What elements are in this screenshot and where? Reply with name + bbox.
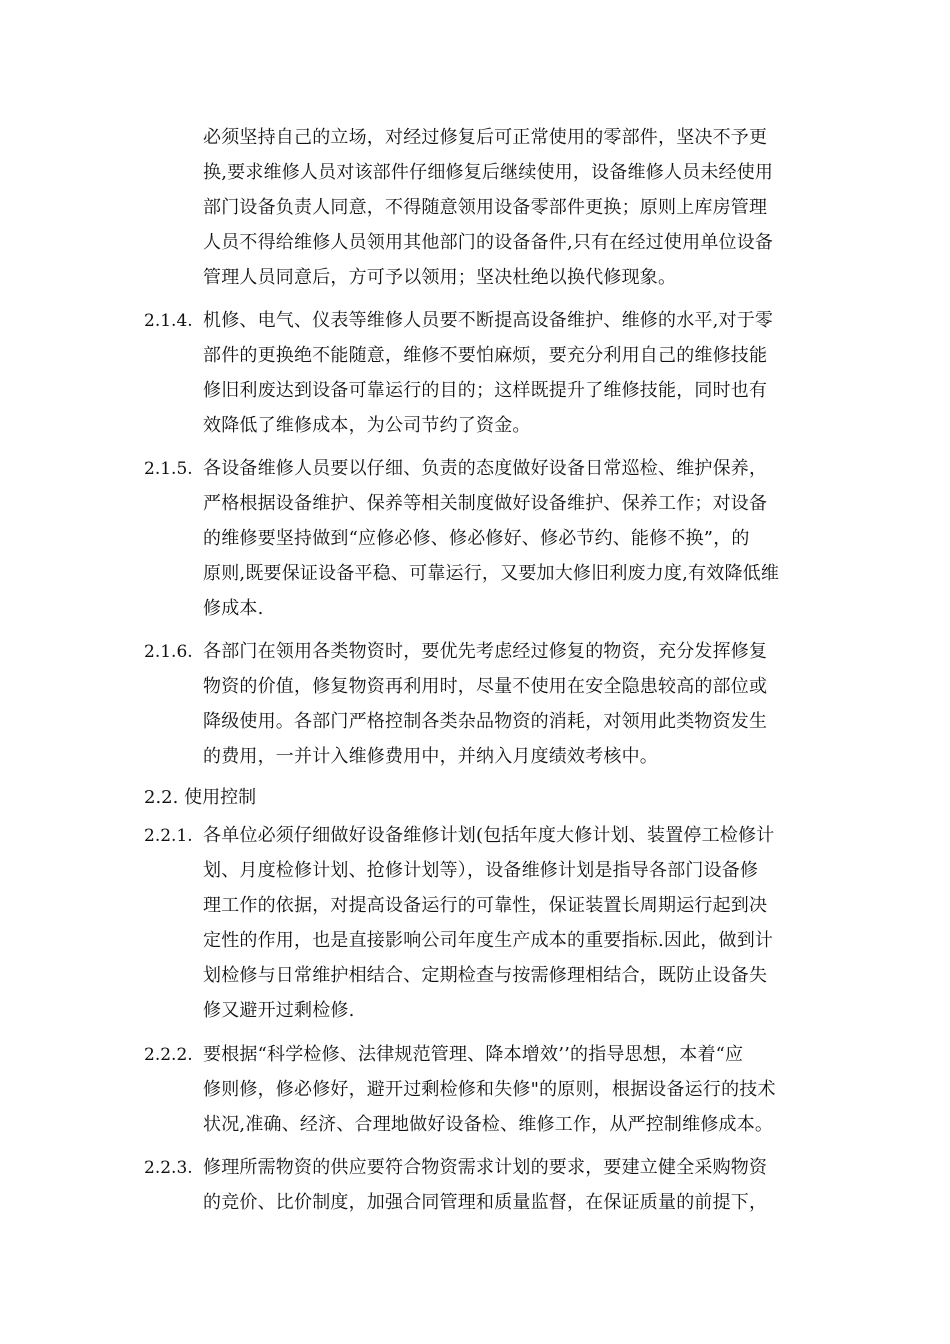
paragraph-line: 原则,既要保证设备平稳、可靠运行，又要加大修旧利废力度,有效降低维: [203, 563, 780, 584]
paragraph-line: 的竞价、比价制度，加强合同管理和质量监督，在保证质量的前提下，: [203, 1192, 768, 1213]
paragraph-line: 部件的更换绝不能随意，维修不要怕麻烦，要充分利用自己的维修技能: [203, 345, 768, 366]
paragraph-line: 必须坚持自己的立场，对经过修复后可正常使用的零部件，坚决不予更: [203, 127, 768, 148]
paragraph-line: 修又避开过剩检修.: [203, 1000, 355, 1021]
paragraph-line: 各设备维修人员要以仔细、负责的态度做好设备日常巡检、维护保养，: [203, 458, 768, 479]
paragraph-line: 理工作的依据，对提高设备运行的可靠性，保证装置长周期运行起到决: [203, 895, 768, 916]
paragraph-line: 部门设备负责人同意，不得随意领用设备零部件更换；原则上库房管理: [203, 197, 768, 218]
paragraph-line: 人员不得给维修人员领用其他部门的设备备件,只有在经过使用单位设备: [203, 232, 774, 253]
item-number: 2.2.2.: [144, 1045, 193, 1065]
paragraph-line: 严格根据设备维护、保养等相关制度做好设备维护、保养工作；对设备: [203, 493, 768, 514]
paragraph-line: 管理人员同意后，方可予以领用；坚决杜绝以换代修现象。: [203, 267, 677, 288]
item-number: 2.2.1.: [144, 826, 193, 846]
paragraph-line: 修理所需物资的供应要符合物资需求计划的要求，要建立健全采购物资: [203, 1157, 768, 1178]
paragraph-line: 的费用，一并计入维修费用中，并纳入月度绩效考核中。: [203, 746, 658, 767]
paragraph-line: 修旧利废达到设备可靠运行的目的；这样既提升了维修技能，同时也有: [203, 380, 768, 401]
paragraph-line: 各单位必须仔细做好设备维修计划(包括年度大修计划、装置停工检修计: [203, 825, 775, 846]
section-heading: 2.2. 使用控制: [144, 787, 257, 808]
paragraph-line: 修则修，修必修好，避开过剩检修和失修"的原则，根据设备运行的技术: [203, 1079, 776, 1100]
paragraph-line: 的维修要坚持做到“应修必修、修必修好、修必节约、能修不换”，的: [203, 528, 750, 549]
paragraph-line: 要根据“科学检修、法律规范管理、降本增效’’的指导思想，本着“应: [203, 1044, 744, 1065]
paragraph-line: 换,要求维修人员对该部件仔细修复后继续使用，设备维修人员未经使用: [203, 162, 774, 183]
paragraph-line: 状况,准确、经济、合理地做好设备检、维修工作，从严控制维修成本。: [203, 1114, 774, 1135]
paragraph-line: 划、月度检修计划、抢修计划等），设备维修计划是指导各部门设备修: [203, 860, 759, 881]
item-number: 2.1.4.: [144, 311, 193, 331]
item-number: 2.1.5.: [144, 459, 193, 479]
paragraph-line: 划检修与日常维护相结合、定期检查与按需修理相结合，既防止设备失: [203, 965, 768, 986]
paragraph-line: 各部门在领用各类物资时，要优先考虑经过修复的物资，充分发挥修复: [203, 641, 768, 662]
paragraph-line: 机修、电气、仪表等维修人员要不断提高设备维护、维修的水平,对于零: [203, 310, 774, 331]
paragraph-line: 修成本.: [203, 598, 264, 619]
item-number: 2.2.3.: [144, 1158, 193, 1178]
paragraph-line: 定性的作用，也是直接影响公司年度生产成本的重要指标.因此，做到计: [203, 930, 774, 951]
item-number: 2.1.6.: [144, 642, 193, 662]
paragraph-line: 物资的价值，修复物资再利用时，尽量不使用在安全隐患较高的部位或: [203, 676, 768, 697]
paragraph-line: 效降低了维修成本，为公司节约了资金。: [203, 415, 531, 436]
paragraph-line: 降级使用。各部门严格控制各类杂品物资的消耗，对领用此类物资发生: [203, 711, 768, 732]
